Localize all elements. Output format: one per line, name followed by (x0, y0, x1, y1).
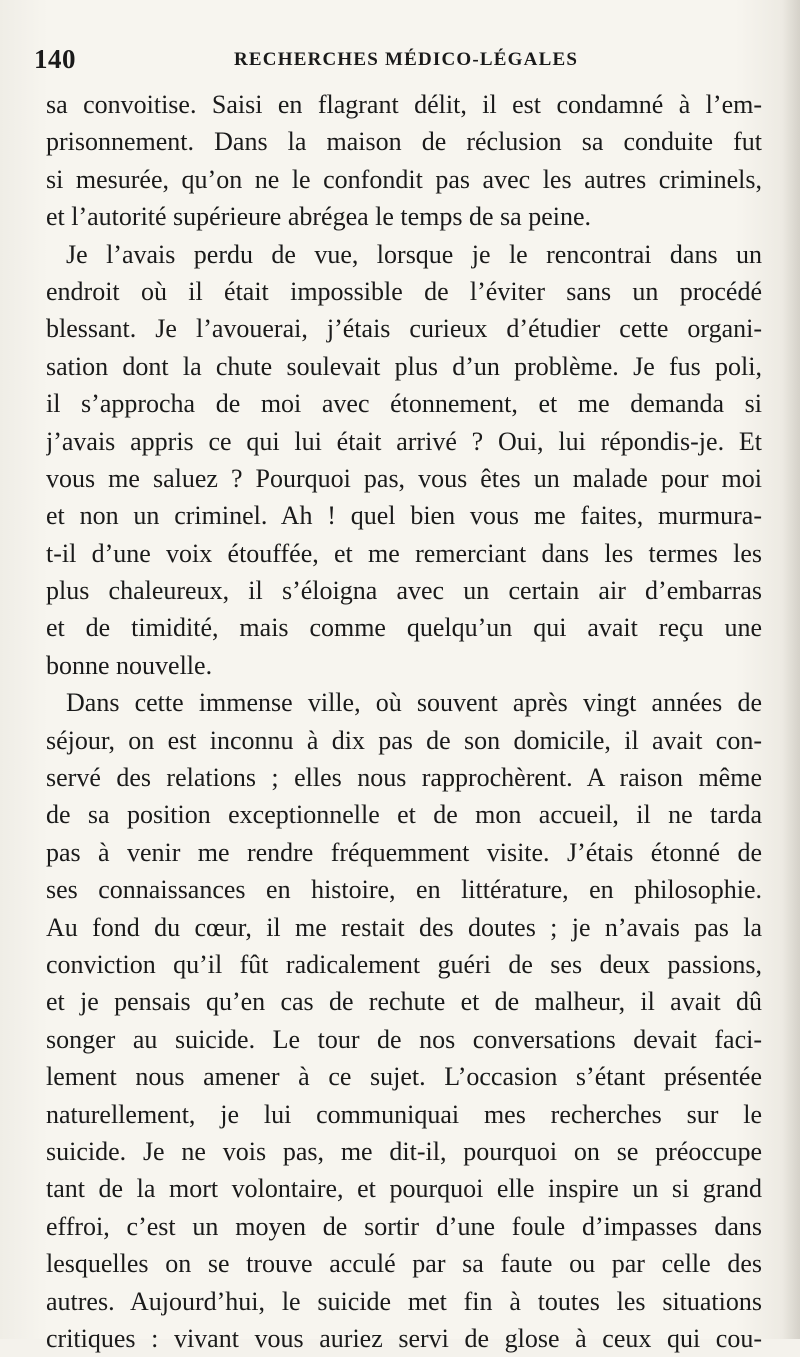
text-line: ses connaissances en histoire, en littérature, en philosophie. (46, 875, 762, 905)
text-line: suicide. Je ne vois pas, me dit-il, pourquoi on se préoccupe (46, 1136, 762, 1166)
text-line: critiques : vivant vous auriez servi de glose à ceux qui cou- (46, 1323, 762, 1353)
text-line: il s’approcha de moi avec étonnement, et me demanda si (46, 389, 762, 419)
text-line: naturellement, je lui communiquai mes recherches sur le (46, 1099, 762, 1129)
text-line: autres. Aujourd’hui, le suicide met fin à toutes les situations (46, 1286, 762, 1316)
page-header (34, 44, 754, 74)
text-line: t-il d’une voix étouffée, et me remerciant dans les termes les (46, 538, 762, 568)
page-number: 140 (34, 44, 76, 74)
text-line: vous me saluez ? Pourquoi pas, vous êtes un malade pour moi (46, 463, 762, 493)
text-line: séjour, on est inconnu à dix pas de son domicile, il avait con- (46, 725, 762, 755)
text-line: et non un criminel. Ah ! quel bien vous me faites, murmura- (46, 501, 762, 531)
text-line: sation dont la chute soulevait plus d’un problème. Je fus poli, (46, 351, 762, 381)
text-line: songer au suicide. Le tour de nos conversations devait faci- (46, 1024, 762, 1054)
text-line: blessant. Je l’avouerai, j’étais curieux d’étudier cette organi- (46, 314, 762, 344)
text-line: si mesurée, qu’on ne le confondit pas avec les autres criminels, (46, 164, 762, 194)
paragraph-start-line: Je l’avais perdu de vue, lorsque je le rencontrai dans un (66, 239, 762, 269)
text-line: tant de la mort volontaire, et pourquoi elle inspire un si grand (46, 1174, 762, 1204)
text-line: endroit où il était impossible de l’éviter sans un procédé (46, 276, 762, 306)
text-line: j’avais appris ce qui lui était arrivé ? Oui, lui répondis-je. Et (46, 426, 762, 456)
text-line: pas à venir me rendre fréquemment visite. J’étais étonné de (46, 837, 762, 867)
text-line: et je pensais qu’en cas de rechute et de malheur, il avait dû (46, 987, 762, 1017)
text-line: plus chaleureux, il s’éloigna avec un certain air d’embarras (46, 576, 762, 606)
text-line: sa convoitise. Saisi en flagrant délit, il est condamné à l’em- (46, 90, 762, 119)
text-line: conviction qu’il fût radicalement guéri de ses deux passions, (46, 949, 762, 979)
text-line: et l’autorité supérieure abrégea le temps de sa peine. (46, 202, 592, 232)
text-line: servé des relations ; elles nous rapprochèrent. A raison même (46, 763, 762, 793)
text-line: de sa position exceptionnelle et de mon accueil, il ne tarda (46, 800, 762, 830)
text-line: et de timidité, mais comme quelqu’un qui avait reçu une (46, 613, 762, 643)
text-line: lement nous amener à ce sujet. L’occasion s’étant présentée (46, 1062, 762, 1092)
running-title: RECHERCHES MÉDICO-LÉGALES (234, 49, 579, 70)
paragraph-start-line: Dans cette immense ville, où souvent après vingt années de (66, 688, 762, 718)
text-line: effroi, c’est un moyen de sortir d’une foule d’impasses dans (46, 1211, 762, 1241)
text-line: Au fond du cœur, il me restait des doutes ; je n’avais pas la (46, 912, 762, 942)
body-text (46, 86, 762, 1357)
text-line: prisonnement. Dans la maison de réclusion sa conduite fut (46, 127, 762, 157)
text-line: lesquelles on se trouve acculé par sa faute ou par celle des (46, 1249, 762, 1279)
text-line: bonne nouvelle. (46, 650, 213, 680)
page-edge-shadow (782, 0, 800, 1339)
